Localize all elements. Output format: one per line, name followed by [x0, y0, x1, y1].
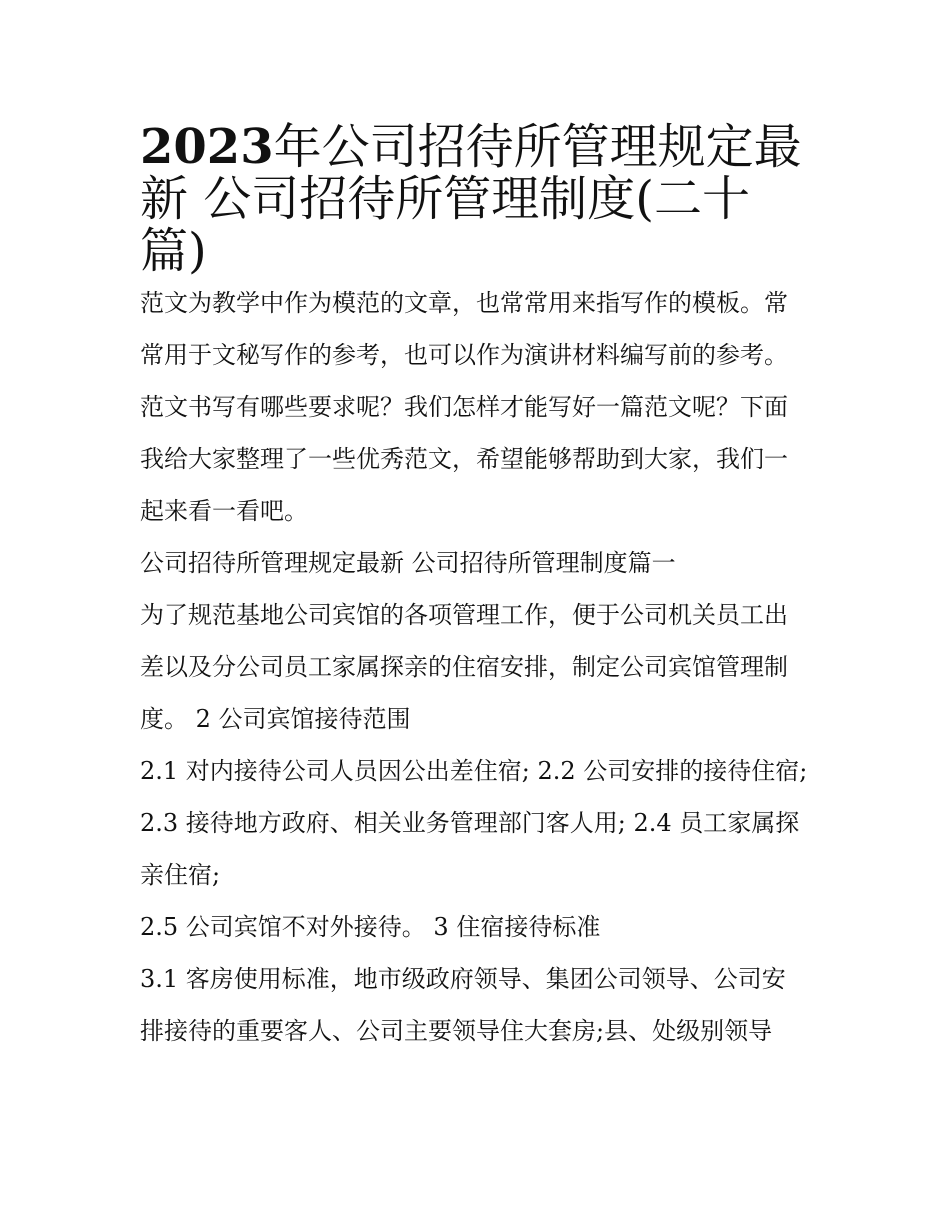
- document-title: [140, 108, 820, 279]
- body-line-7: 为了规范基地公司宾馆的各项管理工作，便于公司机关员工出: [140, 601, 788, 629]
- body-line-5: 起来看一看吧。: [140, 497, 308, 525]
- section-heading: 公司招待所管理规定最新 公司招待所管理制度篇一: [140, 549, 676, 577]
- body-line-3: 范文书写有哪些要求呢？我们怎样才能写好一篇范文呢？下面: [140, 393, 788, 421]
- body-line-10: 2.1 对内接待公司人员因公出差住宿; 2.2 公司安排的接待住宿;: [140, 757, 808, 785]
- body-line-12: 亲住宿;: [140, 861, 221, 889]
- body-line-15: 排接待的重要客人、公司主要领导住大套房;县、处级别领导: [140, 1017, 773, 1045]
- body-line-1: 范文为教学中作为模范的文章，也常常用来指写作的模板。常: [140, 289, 788, 317]
- title-line-1: 2023年公司招待所管理规定最: [140, 119, 802, 175]
- title-year: 2023: [140, 119, 274, 175]
- title-line-3: 篇): [140, 223, 207, 279]
- body-line-4: 我给大家整理了一些优秀范文，希望能够帮助到大家，我们一: [140, 445, 788, 473]
- title-line-2: 新 公司招待所管理制度(二十: [140, 171, 750, 227]
- body-line-13: 2.5 公司宾馆不对外接待。 3 住宿接待标准: [140, 913, 601, 941]
- body-line-2: 常用于文秘写作的参考，也可以作为演讲材料编写前的参考。: [140, 341, 788, 369]
- body-line-8: 差以及分公司员工家属探亲的住宿安排，制定公司宾馆管理制: [140, 653, 788, 681]
- document-page: [140, 108, 820, 1057]
- body-line-11: 2.3 接待地方政府、相关业务管理部门客人用; 2.4 员工家属探: [140, 809, 800, 837]
- document-body: [140, 277, 820, 1057]
- body-line-9: 度。 2 公司宾馆接待范围: [140, 705, 411, 733]
- body-line-14: 3.1 客房使用标准，地市级政府领导、集团公司领导、公司安: [140, 965, 786, 993]
